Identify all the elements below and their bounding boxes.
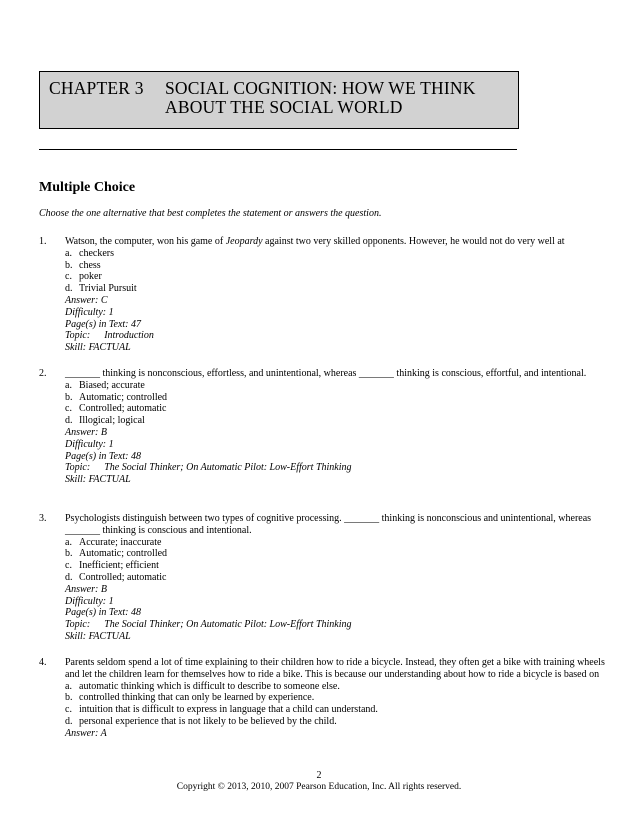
answer: Answer: B bbox=[65, 426, 107, 438]
question-number: 4. bbox=[39, 657, 47, 668]
skill: Skill: FACTUAL bbox=[65, 630, 131, 642]
option-letter: c. bbox=[65, 704, 72, 716]
option-b bbox=[65, 548, 609, 560]
difficulty: Difficulty: 1 bbox=[65, 306, 114, 318]
option-text: Controlled; automatic bbox=[79, 403, 167, 415]
option-letter: b. bbox=[65, 391, 73, 403]
pages-in-text: Page(s) in Text: 47 bbox=[65, 318, 142, 330]
option-letter: d. bbox=[65, 715, 73, 727]
copyright-notice: Copyright © 2013, 2010, 2007 Pearson Education, Inc. All rights reserved. bbox=[176, 782, 462, 792]
option-text: Controlled; automatic bbox=[79, 571, 167, 583]
stem-text: Watson, the computer, won his game of bbox=[65, 236, 226, 247]
pages-in-text: Page(s) in Text: 48 bbox=[65, 450, 142, 462]
option-letter: b. bbox=[65, 259, 73, 271]
option-letter: c. bbox=[65, 560, 72, 572]
question-stem: _______ thinking is nonconscious, effortless, and unintentional, whereas _______ thinking is conscious, effortful, and intentional. bbox=[65, 368, 587, 379]
option-letter: b. bbox=[65, 548, 73, 560]
skill: Skill: FACTUAL bbox=[65, 342, 131, 354]
option-text: Automatic; controlled bbox=[79, 548, 168, 560]
option-d bbox=[65, 415, 609, 427]
topic-value: The Social Thinker; On Automatic Pilot: Low-Effort Thinking bbox=[104, 619, 352, 631]
option-d bbox=[65, 716, 609, 728]
topic-label: Topic: bbox=[65, 330, 91, 342]
question-number: 2. bbox=[39, 368, 47, 379]
option-c bbox=[65, 403, 609, 415]
divider-rule bbox=[39, 149, 517, 150]
topic-value: Introduction bbox=[104, 330, 154, 342]
topic-label: Topic: bbox=[65, 462, 91, 474]
question-body bbox=[65, 513, 609, 643]
option-text: automatic thinking which is difficult to describe to someone else. bbox=[79, 680, 340, 692]
option-d bbox=[65, 572, 609, 584]
question-number: 1. bbox=[39, 236, 47, 247]
option-b bbox=[65, 260, 609, 272]
option-text: Trivial Pursuit bbox=[79, 283, 137, 295]
option-letter: a. bbox=[65, 680, 72, 692]
option-d bbox=[65, 283, 609, 295]
option-letter: a. bbox=[65, 536, 72, 548]
option-b bbox=[65, 392, 609, 404]
chapter-header-box bbox=[39, 71, 519, 129]
question-stem: Parents seldom spend a lot of time explaining to their children how to ride a bicycle. Instead, they often get a bike with training wheels and let the children learn for themselves how to ride a bike. This is because our understanding about how to ride a bicycle is based on bbox=[65, 657, 605, 680]
topic bbox=[65, 330, 609, 342]
chapter-title-part-1: SOCIAL COGNITION: HOW WE THINK bbox=[165, 78, 476, 98]
question-body bbox=[65, 368, 609, 486]
option-a bbox=[65, 537, 609, 549]
page-number: 2 bbox=[316, 770, 322, 781]
option-a bbox=[65, 380, 609, 392]
topic-value: The Social Thinker; On Automatic Pilot: Low-Effort Thinking bbox=[104, 462, 352, 474]
topic bbox=[65, 619, 609, 631]
option-c bbox=[65, 560, 609, 572]
option-text: Automatic; controlled bbox=[79, 391, 168, 403]
option-letter: c. bbox=[65, 403, 72, 415]
option-text: chess bbox=[79, 259, 101, 271]
option-text: Illogical; logical bbox=[79, 415, 145, 427]
difficulty: Difficulty: 1 bbox=[65, 438, 114, 450]
option-c bbox=[65, 271, 609, 283]
chapter-title-line-2: ABOUT THE SOCIAL WORLD bbox=[165, 97, 403, 117]
question-body bbox=[65, 236, 609, 354]
question-stem: Psychologists distinguish between two types of cognitive processing. _______ thinking is nonconscious and unintentional, whereas _______ thinking is conscious and intentional. bbox=[65, 513, 592, 536]
option-letter: c. bbox=[65, 271, 72, 283]
question-body bbox=[65, 657, 609, 740]
answer: Answer: C bbox=[65, 294, 108, 306]
option-a bbox=[65, 248, 609, 260]
skill: Skill: FACTUAL bbox=[65, 474, 131, 486]
question-number: 3. bbox=[39, 513, 47, 524]
option-letter: d. bbox=[65, 571, 73, 583]
instructions-text: Choose the one alternative that best completes the statement or answers the question. bbox=[39, 208, 382, 219]
option-text: poker bbox=[79, 271, 102, 283]
option-letter: a. bbox=[65, 247, 72, 259]
chapter-title-line-1 bbox=[49, 78, 476, 99]
topic bbox=[65, 462, 609, 474]
option-text: intuition that is difficult to express in language that a child can understand. bbox=[79, 704, 378, 716]
difficulty: Difficulty: 1 bbox=[65, 595, 114, 607]
option-text: Inefficient; efficient bbox=[79, 560, 159, 572]
pages-in-text: Page(s) in Text: 48 bbox=[65, 607, 142, 619]
chapter-number: CHAPTER 3 bbox=[49, 78, 144, 98]
stem-text: against two very skilled opponents. However, he would not do very well at bbox=[262, 236, 565, 247]
option-c bbox=[65, 704, 609, 716]
option-letter: a. bbox=[65, 379, 72, 391]
option-text: Biased; accurate bbox=[79, 379, 145, 391]
option-letter: d. bbox=[65, 283, 73, 295]
section-title: Multiple Choice bbox=[39, 180, 136, 195]
option-letter: b. bbox=[65, 692, 73, 704]
topic-label: Topic: bbox=[65, 619, 91, 631]
option-text: Accurate; inaccurate bbox=[79, 536, 162, 548]
answer: Answer: A bbox=[65, 727, 107, 739]
option-b bbox=[65, 692, 609, 704]
option-text: controlled thinking that can only be learned by experience. bbox=[79, 692, 315, 704]
answer: Answer: B bbox=[65, 583, 107, 595]
option-a bbox=[65, 681, 609, 693]
option-text: checkers bbox=[79, 247, 114, 259]
option-text: personal experience that is not likely to be believed by the child. bbox=[79, 715, 337, 727]
question-stem bbox=[65, 236, 609, 248]
stem-italic-text: Jeopardy bbox=[225, 236, 263, 247]
option-letter: d. bbox=[65, 415, 73, 427]
